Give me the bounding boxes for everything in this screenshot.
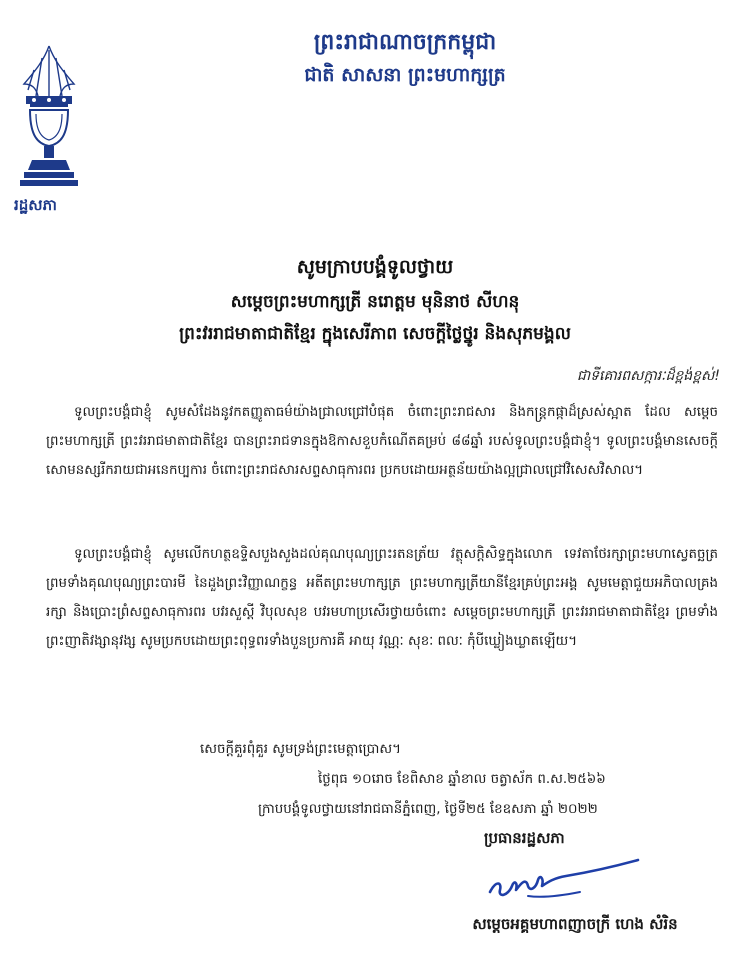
- salutation: ជាទីគោរពសក្ការៈដ៏ខ្ពង់ខ្ពស់!: [576, 368, 720, 384]
- body-paragraph-1: ទូលព្រះបង្គំជាខ្ញុំ សូមសំដែងនូវកតញ្ញូតាធម៌យ៉ាងជ្រាលជ្រៅបំផុត ចំពោះព្រះរាជសារ និងកន្ត្រកផ្កាដ៏ស្រស់ស្អាត ដែល សម្តេចព្រះមហាក្សត្រី ព្រះវររាជមាតាជាតិខ្មែរ បានព្រះរាជទានក្នុងឱកាសខួបកំណើតគម្រប់ ៨៨ឆ្នាំ របស់ទូលព្រះបង្គំជាខ្ញុំ។ ទូលព្រះបង្គំមានសេចក្តីសោមនស្សរីករាយជាអនេកប្បការ ចំពោះព្រះរាជសារសព្ទសាធុការពរ ប្រកបដោយអត្ថន័យយ៉ាងល្អជ្រាលជ្រៅវិសេសវិសាល។: [46, 405, 718, 478]
- addressee-title: ព្រះវររាជមាតាជាតិខ្មែរ ក្នុងសេរីភាព សេចក្តីថ្លៃថ្នូរ និងសុភមង្គល: [179, 324, 571, 344]
- closing-line: សេចក្តីគួរពុំគួរ សូមទ្រង់ព្រះមេត្តាប្រោស។: [200, 742, 401, 757]
- solar-date-place: ក្រាបបង្គំទូលថ្វាយនៅរាជធានីភ្នំពេញ, ថ្ងៃទី២៥ ខែឧសភា ឆ្នាំ ២០២២: [258, 802, 598, 817]
- handwritten-signature-icon: [470, 852, 650, 912]
- national-motto: ជាតិ សាសនា ព្រះមហាក្សត្រ: [304, 64, 506, 86]
- signatory-title: ប្រធានរដ្ឋសភា: [484, 829, 565, 847]
- kingdom-title: ព្រះរាជាណាចក្រកម្ពុជា: [313, 30, 497, 55]
- lunar-date: ថ្ងៃពុធ ១០រោច ខែពិសាខ ឆ្នាំខាល ចត្វាស័ក ព.ស.២៥៦៦: [318, 772, 606, 787]
- department-label: រដ្ឋសភា: [14, 196, 57, 214]
- addressee-intro: សូមក្រាបបង្គំទូលថ្វាយ: [296, 256, 454, 278]
- royal-crown-emblem-icon: [14, 40, 84, 190]
- body-paragraph-2: ទូលព្រះបង្គំជាខ្ញុំ សូមលើកហត្ថឧទ្ទិសបួងសួងដល់គុណបុណ្យព្រះរតនត្រ័យ វត្ថុសក្តិសិទ្ធក្នុងលោក ទេវតាថែរក្សាព្រះមហាស្វេតច្ឆត្រ ព្រមទាំងគុណបុណ្យព្រះបារមី នៃដួងព្រះវិញ្ញាណក្ខន្ធ អតីតព្រះមហាក្សត្រ ព្រះមហាក្សត្រីយានីខ្មែរគ្រប់ព្រះអង្គ សូមមេត្តាជួយអភិបាលគ្រងរក្សា និងប្រោះព្រំសព្ទសាធុការពរ បវរសួស្តី វិបុលសុខ បវរមហាប្រសើរថ្វាយចំពោះ សម្តេចព្រះមហាក្សត្រី ព្រះវររាជមាតាជាតិខ្មែរ ព្រមទាំងព្រះញាតិវង្សានុវង្ស សូមប្រកបដោយព្រះពុទ្ធពរទាំងបួនប្រការគឺ អាយុ វណ្ណៈ សុខៈ ពលៈ កុំបីឃ្លៀងឃ្លាតឡើយ។: [46, 547, 718, 649]
- addressee-name: សម្តេចព្រះមហាក្សត្រី នរោត្តម មុនិនាថ សីហនុ: [230, 292, 520, 312]
- signatory-name: សម្តេចអគ្គមហាពញាចក្រី ហេង សំរិន: [472, 915, 678, 933]
